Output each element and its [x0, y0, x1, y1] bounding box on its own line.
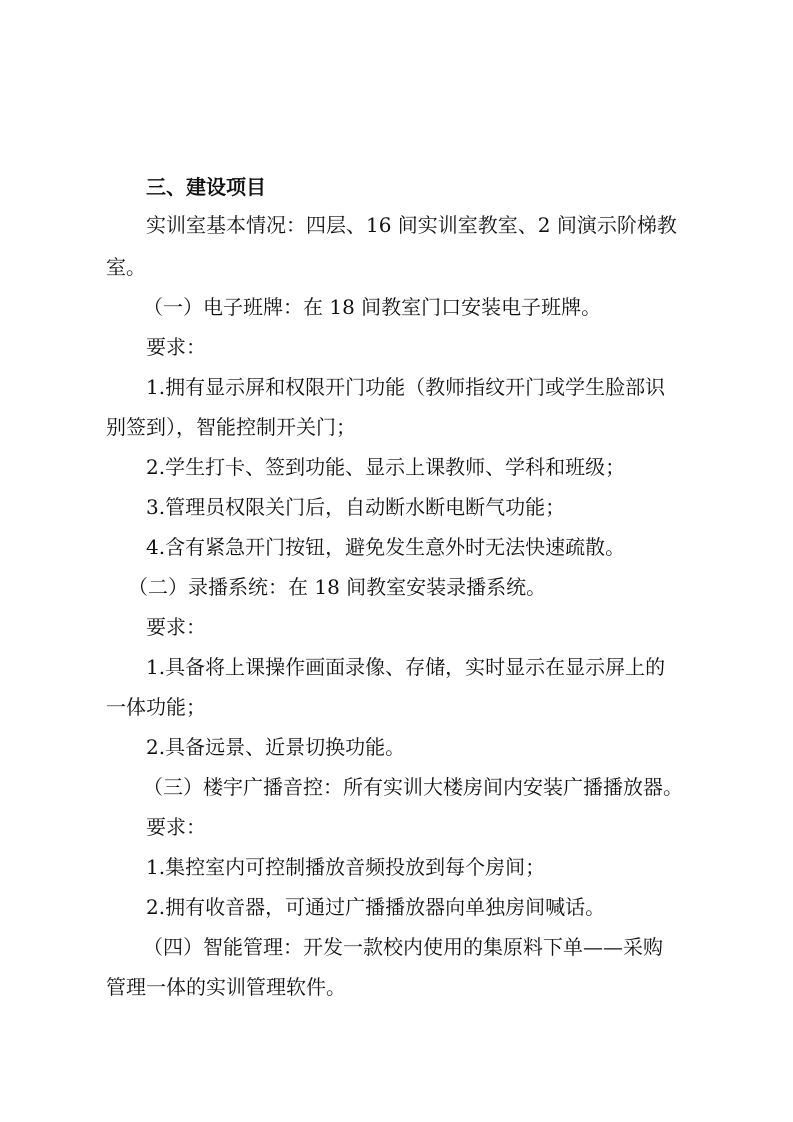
item2-req1-line-2: 一体功能； [106, 695, 206, 719]
item1-title: （一）电子班牌：在 18 间教室门口安装电子班牌。 [143, 295, 602, 319]
item2-title: （二）录播系统：在 18 间教室安装录播系统。 [128, 575, 547, 599]
item2-requirements-label: 要求： [146, 615, 206, 639]
item3-title: （三）楼宇广播音控：所有实训大楼房间内安装广播播放器。 [143, 775, 683, 799]
item1-req1-line-2: 别签到），智能控制开关门； [106, 415, 356, 439]
item2-req1-line-1: 1.具备将上课操作画面录像、存储，实时显示在显示屏上的 [146, 655, 666, 679]
item3-req2: 2.拥有收音器，可通过广播播放器向单独房间喊话。 [146, 895, 606, 919]
item3-requirements-label: 要求： [146, 815, 206, 839]
section-heading: 三、建设项目 [146, 175, 266, 199]
item4-title-line-2: 管理一体的实训管理软件。 [106, 975, 346, 999]
item1-req2: 2.学生打卡、签到功能、显示上课教师、学科和班级； [146, 455, 626, 479]
item1-req4: 4.含有紧急开门按钮，避免发生意外时无法快速疏散。 [146, 535, 626, 559]
item1-req3: 3.管理员权限关门后，自动断水断电断气功能； [146, 495, 566, 519]
overview-line-1: 实训室基本情况：四层、16 间实训室教室、2 间演示阶梯教 [146, 213, 677, 237]
item3-req1: 1.集控室内可控制播放音频投放到每个房间； [146, 855, 546, 879]
item1-req1-line-1: 1.拥有显示屏和权限开门功能（教师指纹开门或学生脸部识 [146, 375, 666, 399]
item2-req2: 2.具备远景、近景切换功能。 [146, 735, 406, 759]
overview-line-2: 室。 [106, 255, 146, 279]
item1-requirements-label: 要求： [146, 335, 206, 359]
item4-title-line-1: （四）智能管理：开发一款校内使用的集原料下单——采购 [143, 935, 663, 959]
